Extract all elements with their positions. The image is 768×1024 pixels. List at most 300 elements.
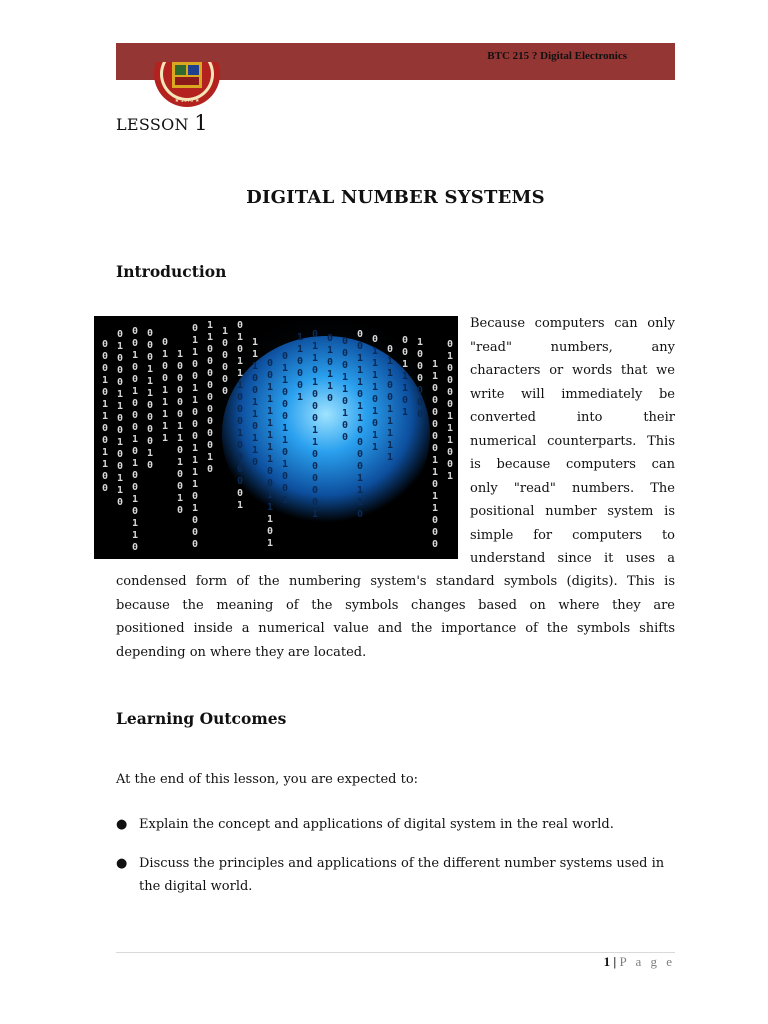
binary-digit: 0	[132, 398, 139, 409]
binary-digit: 0	[312, 473, 319, 484]
binary-digit: 1	[177, 421, 184, 432]
binary-digit: 1	[162, 409, 169, 420]
binary-digit: 0	[372, 418, 379, 429]
binary-digit: 0	[237, 344, 244, 355]
binary-digit: 1	[117, 473, 124, 484]
binary-digit: 0	[207, 404, 214, 415]
binary-digit: 0	[237, 476, 244, 487]
binary-digit: 1	[447, 435, 454, 446]
binary-digit: 1	[387, 440, 394, 451]
binary-digit: 1	[357, 485, 364, 496]
binary-digit: 0	[252, 457, 259, 468]
binary-digit: 0	[207, 368, 214, 379]
binary-digit: 0	[252, 421, 259, 432]
binary-digit: 1	[432, 503, 439, 514]
binary-digit: 0	[237, 392, 244, 403]
binary-digit: 1	[102, 399, 109, 410]
binary-digit: 1	[207, 452, 214, 463]
binary-digit: 0	[312, 449, 319, 460]
bullet-icon: ●	[116, 856, 128, 871]
binary-digit: 1	[177, 433, 184, 444]
binary-digit: 1	[132, 434, 139, 445]
binary-digit: 0	[267, 478, 274, 489]
intro-line: is because computers can	[470, 457, 675, 472]
binary-digit: 0	[357, 329, 364, 340]
binary-digit: 0	[447, 387, 454, 398]
binary-digit: 0	[237, 452, 244, 463]
binary-digit: 0	[207, 356, 214, 367]
footer-divider	[116, 952, 675, 953]
binary-digit: 0	[117, 353, 124, 364]
binary-digit: 0	[372, 334, 379, 345]
introduction-wrapped-text	[470, 312, 675, 571]
binary-digit: 0	[312, 497, 319, 508]
binary-digit: 1	[237, 500, 244, 511]
binary-digit: 1	[372, 406, 379, 417]
page-footer	[604, 954, 675, 970]
binary-digit: 0	[102, 339, 109, 350]
binary-digit: 0	[312, 461, 319, 472]
binary-digit: 1	[237, 356, 244, 367]
binary-digit: 0	[147, 436, 154, 447]
binary-digit: 0	[192, 527, 199, 538]
binary-digit: 0	[207, 440, 214, 451]
intro-line: numerical counterparts. This	[470, 433, 675, 449]
binary-digit: 0	[342, 336, 349, 347]
binary-digit: 1	[372, 370, 379, 381]
binary-digit: 1	[192, 503, 199, 514]
binary-digit: 1	[252, 409, 259, 420]
binary-digit: 0	[177, 397, 184, 408]
binary-digit: 0	[117, 497, 124, 508]
binary-digit: 0	[192, 419, 199, 430]
binary-digit: 0	[147, 340, 154, 351]
intro-line: simple for computers to	[470, 527, 675, 543]
binary-digit: 0	[312, 413, 319, 424]
intro-line: depending on where they are located.	[116, 644, 367, 660]
binary-digit: 0	[117, 329, 124, 340]
binary-digit: 0	[447, 459, 454, 470]
learning-outcomes-heading: Learning Outcomes	[116, 709, 287, 728]
binary-digit: 1	[117, 437, 124, 448]
binary-digit: 0	[417, 361, 424, 372]
binary-digit: 0	[207, 428, 214, 439]
binary-digit: 0	[312, 389, 319, 400]
binary-digit: 0	[132, 470, 139, 481]
binary-digit: 1	[192, 395, 199, 406]
lesson-label	[116, 111, 208, 135]
binary-digit: 0	[402, 335, 409, 346]
binary-digit: 1	[192, 479, 199, 490]
binary-digit: 0	[432, 407, 439, 418]
binary-digit: 0	[192, 539, 199, 550]
binary-digit: 0	[372, 394, 379, 405]
binary-digit: 0	[132, 338, 139, 349]
binary-digit: 0	[207, 392, 214, 403]
binary-digit: 1	[432, 371, 439, 382]
binary-digit: 1	[162, 349, 169, 360]
binary-digit: 0	[102, 471, 109, 482]
binary-digit: 1	[402, 407, 409, 418]
binary-digit: 1	[312, 353, 319, 364]
binary-digit: 0	[162, 373, 169, 384]
binary-digit: 1	[267, 454, 274, 465]
binary-digit: 0	[132, 326, 139, 337]
binary-digit: 0	[192, 407, 199, 418]
binary-digit: 1	[432, 467, 439, 478]
binary-digit: 0	[297, 368, 304, 379]
binary-digit: 0	[192, 515, 199, 526]
binary-digit: 1	[177, 493, 184, 504]
binary-digit: 0	[117, 425, 124, 436]
binary-digit: 0	[447, 339, 454, 350]
binary-digit: 1	[402, 359, 409, 370]
binary-digit: 1	[387, 428, 394, 439]
binary-digit: 0	[132, 506, 139, 517]
binary-digit: 0	[432, 539, 439, 550]
binary-digit: 1	[267, 502, 274, 513]
binary-digit: 0	[132, 446, 139, 457]
page-separator: |	[613, 954, 617, 969]
binary-digit: 1	[267, 490, 274, 501]
binary-digit: 0	[357, 461, 364, 472]
binary-digit: 0	[267, 466, 274, 477]
binary-digit: 0	[102, 351, 109, 362]
binary-digit: 1	[282, 459, 289, 470]
page-title: DIGITAL NUMBER SYSTEMS	[246, 187, 545, 208]
binary-digit: 1	[207, 320, 214, 331]
binary-digit: 1	[132, 350, 139, 361]
binary-digit: 1	[192, 383, 199, 394]
binary-digit: 0	[237, 488, 244, 499]
binary-digit: 0	[192, 371, 199, 382]
binary-digit: 0	[177, 481, 184, 492]
binary-digit: 1	[387, 416, 394, 427]
binary-digit: 0	[192, 323, 199, 334]
binary-digit: 0	[237, 440, 244, 451]
binary-digit: 1	[162, 397, 169, 408]
list-item	[116, 813, 675, 836]
university-seal-icon	[152, 62, 222, 108]
binary-digit: 0	[117, 377, 124, 388]
intro-line: understand since it uses a	[470, 551, 675, 566]
binary-digit: 1	[252, 349, 259, 360]
intro-line: positioned inside a numerical value and the importance of the symbols shifts	[116, 621, 675, 636]
binary-digit: 1	[267, 406, 274, 417]
binary-digit: 1	[357, 401, 364, 412]
binary-digit: 0	[402, 395, 409, 406]
binary-digit: 0	[267, 370, 274, 381]
binary-digit: 1	[312, 509, 319, 520]
binary-digit: 0	[207, 380, 214, 391]
binary-digit: 1	[162, 433, 169, 444]
binary-digit: 1	[342, 384, 349, 395]
binary-digit: 1	[252, 445, 259, 456]
binary-digit: 0	[147, 412, 154, 423]
binary-digit: 0	[447, 447, 454, 458]
bullet-icon: ●	[116, 817, 128, 832]
binary-digit: 0	[237, 404, 244, 415]
binary-digit: 1	[237, 332, 244, 343]
binary-digit: 0	[282, 483, 289, 494]
binary-digit: 1	[387, 356, 394, 367]
binary-digit: 0	[447, 399, 454, 410]
binary-digit: 0	[432, 479, 439, 490]
intro-line: because the meaning of the symbols changes based on where they are	[116, 597, 675, 613]
binary-digit: 1	[432, 455, 439, 466]
binary-digit: 0	[192, 359, 199, 370]
binary-digit: 0	[342, 432, 349, 443]
binary-digit: 1	[372, 430, 379, 441]
binary-digit: 1	[147, 388, 154, 399]
binary-digit: 1	[357, 473, 364, 484]
binary-digit: 1	[147, 448, 154, 459]
binary-digit: 1	[192, 347, 199, 358]
binary-digit: 0	[282, 411, 289, 422]
binary-digit: 0	[417, 373, 424, 384]
binary-digit: 0	[297, 380, 304, 391]
binary-digit: 1	[102, 447, 109, 458]
binary-digit: 0	[387, 392, 394, 403]
binary-digit: 0	[327, 357, 334, 368]
binary-digit: 1	[102, 375, 109, 386]
binary-digit: 0	[447, 363, 454, 374]
binary-digit: 1	[357, 497, 364, 508]
page-number: 1	[603, 954, 611, 969]
outcomes-list	[116, 813, 675, 914]
binary-digit: 0	[162, 361, 169, 372]
binary-digit: 1	[117, 341, 124, 352]
binary-digit: 1	[222, 326, 229, 337]
binary-digit: 0	[222, 374, 229, 385]
binary-digit: 1	[312, 377, 319, 388]
binary-digit: 0	[342, 396, 349, 407]
binary-digit: 0	[447, 375, 454, 386]
binary-digit: 1	[267, 538, 274, 549]
binary-digit: 0	[177, 469, 184, 480]
binary-digit: 1	[192, 467, 199, 478]
intro-line: converted into their	[470, 410, 675, 425]
binary-digit: 0	[327, 333, 334, 344]
binary-digit: 0	[417, 409, 424, 420]
binary-digit: 1	[372, 358, 379, 369]
binary-digit: 1	[282, 435, 289, 446]
binary-digit: 0	[342, 360, 349, 371]
binary-digit: 1	[267, 382, 274, 393]
binary-digit: 0	[222, 362, 229, 373]
svg-text:★ 1976 ★: ★ 1976 ★	[174, 98, 200, 104]
binary-digit: 0	[222, 338, 229, 349]
binary-digit: 0	[417, 385, 424, 396]
binary-digit: 1	[447, 423, 454, 434]
intro-line: condensed form of the numbering system's standard symbols (digits). This is	[116, 574, 675, 589]
binary-digit: 0	[207, 344, 214, 355]
binary-digit: 1	[132, 458, 139, 469]
introduction-heading: Introduction	[116, 262, 227, 281]
binary-digit: 1	[132, 386, 139, 397]
binary-digit: 0	[102, 423, 109, 434]
binary-digit: 0	[282, 387, 289, 398]
binary-digit: 0	[267, 526, 274, 537]
binary-digit: 1	[312, 437, 319, 448]
binary-digit: 0	[357, 449, 364, 460]
binary-digit: 0	[102, 363, 109, 374]
binary-digit: 1	[267, 394, 274, 405]
binary-digit: 1	[327, 369, 334, 380]
binary-digit: 0	[132, 362, 139, 373]
binary-digit: 1	[357, 365, 364, 376]
binary-digit: 1	[147, 376, 154, 387]
binary-digit: 1	[342, 372, 349, 383]
binary-digit: 0	[132, 374, 139, 385]
binary-digit: 0	[417, 349, 424, 360]
binary-digit: 1	[432, 491, 439, 502]
binary-digit: 0	[177, 361, 184, 372]
binary-digit: 1	[357, 413, 364, 424]
binary-digit: 1	[252, 397, 259, 408]
binary-digit: 0	[102, 387, 109, 398]
binary-digit: 0	[387, 344, 394, 355]
lesson-word: LESSON	[116, 115, 189, 134]
binary-digit: 1	[402, 383, 409, 394]
binary-digit: 1	[117, 389, 124, 400]
binary-digit: 1	[432, 359, 439, 370]
binary-digit: 1	[117, 485, 124, 496]
binary-digit: 1	[267, 514, 274, 525]
binary-digit: 1	[207, 332, 214, 343]
binary-digit: 1	[162, 421, 169, 432]
binary-digit: 1	[192, 335, 199, 346]
binary-digit: 1	[267, 418, 274, 429]
binary-digit: 1	[312, 425, 319, 436]
binary-digit: 0	[147, 328, 154, 339]
outcomes-lead-text: At the end of this lesson, you are expected to:	[116, 772, 419, 787]
binary-digit: 0	[402, 347, 409, 358]
binary-digit: 0	[432, 419, 439, 430]
binary-digit: 0	[147, 400, 154, 411]
binary-digit: 0	[102, 483, 109, 494]
binary-digit: 0	[312, 485, 319, 496]
binary-digit: 1	[117, 401, 124, 412]
binary-digit: 1	[327, 381, 334, 392]
binary-digit: 1	[417, 337, 424, 348]
binary-digit: 0	[102, 435, 109, 446]
binary-digit: 1	[267, 442, 274, 453]
binary-digit: 1	[447, 411, 454, 422]
lesson-number: 1	[194, 111, 208, 135]
binary-digit: 1	[192, 455, 199, 466]
binary-digit: 1	[282, 423, 289, 434]
binary-digit: 0	[267, 358, 274, 369]
binary-digit: 0	[432, 431, 439, 442]
binary-digit: 0	[192, 491, 199, 502]
binary-digit: 0	[207, 464, 214, 475]
binary-digit: 1	[282, 495, 289, 506]
binary-digit: 1	[237, 428, 244, 439]
intro-line: characters or words that we	[470, 363, 675, 378]
binary-digit: 1	[252, 337, 259, 348]
binary-digit: 1	[297, 392, 304, 403]
binary-digit: 0	[222, 386, 229, 397]
binary-digit: 1	[387, 404, 394, 415]
binary-digit: 0	[162, 337, 169, 348]
binary-digit: 1	[282, 363, 289, 374]
binary-digit: 0	[147, 460, 154, 471]
binary-digit: 0	[297, 356, 304, 367]
binary-digit: 1	[387, 452, 394, 463]
binary-digit: 1	[132, 518, 139, 529]
binary-digit: 0	[432, 527, 439, 538]
binary-digit: 1	[357, 377, 364, 388]
binary-digit: 0	[117, 413, 124, 424]
binary-digit: 1	[327, 345, 334, 356]
binary-digit: 0	[177, 373, 184, 384]
binary-digit: 0	[432, 443, 439, 454]
binary-digit: 0	[312, 329, 319, 340]
binary-digit: 1	[447, 351, 454, 362]
binary-digit: 0	[432, 395, 439, 406]
binary-digit: 1	[297, 332, 304, 343]
binary-digit: 1	[177, 349, 184, 360]
binary-digit: 1	[132, 530, 139, 541]
binary-digit: 1	[177, 457, 184, 468]
binary-digit: 0	[237, 416, 244, 427]
binary-digit: 0	[282, 447, 289, 458]
binary-digit: 0	[177, 445, 184, 456]
binary-digit: 1	[402, 371, 409, 382]
binary-digit: 0	[327, 393, 334, 404]
binary-digit: 1	[372, 346, 379, 357]
binary-digit: 0	[132, 482, 139, 493]
binary-digit: 0	[357, 425, 364, 436]
binary-digit: 0	[147, 352, 154, 363]
binary-digit: 1	[282, 375, 289, 386]
binary-digit: 1	[387, 368, 394, 379]
intro-line: write will immediately be	[470, 386, 675, 402]
binary-digit: 1	[147, 364, 154, 375]
binary-digit: 1	[357, 353, 364, 364]
outcome-text: Discuss the principles and applications of the different number systems used in the digital world.	[139, 856, 665, 894]
course-code: BTC 215 ? Digital Electronics	[487, 50, 627, 62]
binary-digit: 0	[177, 409, 184, 420]
binary-digit: 0	[237, 320, 244, 331]
binary-digit: 1	[252, 433, 259, 444]
binary-digit: 0	[432, 383, 439, 394]
intro-line: positional number system is	[470, 504, 675, 519]
binary-digit: 1	[372, 382, 379, 393]
binary-digit: 0	[357, 389, 364, 400]
list-item	[116, 852, 675, 898]
binary-digit: 0	[357, 341, 364, 352]
binary-digit: 0	[252, 373, 259, 384]
binary-digit: 0	[132, 410, 139, 421]
binary-digit: 0	[432, 515, 439, 526]
binary-digit: 0	[177, 505, 184, 516]
binary-digit: 1	[252, 361, 259, 372]
binary-digit: 1	[312, 341, 319, 352]
binary-digit: 1	[192, 443, 199, 454]
binary-digit: 0	[417, 397, 424, 408]
binary-digit: 1	[132, 494, 139, 505]
binary-digit: 1	[267, 430, 274, 441]
binary-digit: 0	[237, 464, 244, 475]
binary-digit: 1	[297, 344, 304, 355]
binary-digit: 0	[192, 431, 199, 442]
binary-globe-image	[94, 316, 458, 559]
binary-digit: 0	[207, 416, 214, 427]
binary-digit: 0	[342, 348, 349, 359]
binary-digit: 1	[237, 380, 244, 391]
